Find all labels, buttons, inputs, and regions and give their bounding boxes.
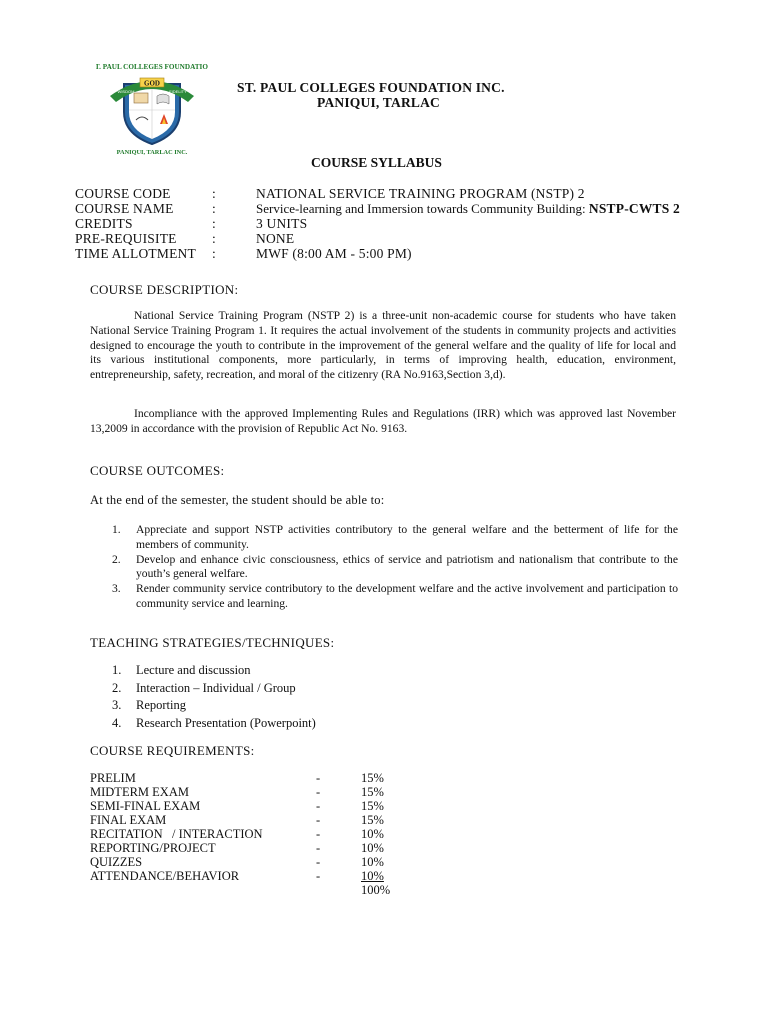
info-value: MWF (8:00 AM - 5:00 PM): [256, 246, 412, 261]
info-value: NATIONAL SERVICE TRAINING PROGRAM (NSTP) 2: [256, 186, 585, 201]
description-paragraph: Incompliance with the approved Implementing Rules and Regulations (IRR) which was approved last November 13,2009 in accordance with the provision of Republic Act No. 9163.: [90, 407, 676, 435]
table-row: ATTENDANCE/BEHAVIOR - 10%: [90, 869, 384, 883]
description-paragraph: National Service Training Program (NSTP 2) is a three-unit non-academic course for students who have taken National Service Training Program 1. It requires the actual involvement of the students in community projects and activities designed to encourage the youth to contribute in the improvement of the general welfare and the quality of life for local and its various institutional components, more particularly, in terms of improving health, education, environment, entrepreneurship, safety, recreation, and moral of the citizenry (RA No.9163,Section 3,d).: [90, 309, 676, 382]
seal-motto-center: GOD: [144, 79, 160, 88]
description-body: [90, 309, 676, 383]
info-label: TIME ALLOTMENT: [75, 246, 196, 261]
requirements-heading: COURSE REQUIREMENTS:: [90, 743, 255, 758]
info-label: COURSE NAME: [75, 201, 174, 216]
list-item: 3. Render community service contributory to the development welfare and the active involvement and participation to community service and learning.: [112, 582, 678, 610]
table-row: RECITATION / INTERACTION - 10%: [90, 827, 384, 841]
outcomes-list: [110, 523, 678, 612]
requirements-total-row: [0, 883, 768, 897]
table-row: FINAL EXAM - 15%: [90, 813, 384, 827]
info-value: Service-learning and Immersion towards Community Building: NSTP-CWTS 2: [256, 201, 680, 216]
table-row: PRELIM - 15%: [90, 771, 384, 785]
info-label: COURSE CODE: [75, 186, 171, 201]
institution-name: ST. PAUL COLLEGES FOUNDATION INC.: [237, 80, 505, 95]
outcomes-intro: At the end of the semester, the student should be able to:: [90, 493, 385, 507]
school-seal-logo: [96, 60, 208, 156]
list-item: 2. Interaction – Individual / Group: [112, 680, 296, 695]
seal-text-bottom: PANIQUI, TARLAC INC.: [116, 149, 188, 156]
info-colon: :: [212, 216, 216, 231]
table-row: SEMI-FINAL EXAM - 15%: [90, 799, 384, 813]
info-value: 3 UNITS: [256, 216, 308, 231]
info-row-course-name: [0, 201, 768, 217]
table-row: QUIZZES - 10%: [90, 855, 384, 869]
info-colon: :: [212, 246, 216, 261]
seal-text-top: ST. PAUL COLLEGES FOUNDATION: [96, 63, 208, 71]
table-row: MIDTERM EXAM - 15%: [90, 785, 384, 799]
info-value: NONE: [256, 231, 295, 246]
doc-title: COURSE SYLLABUS: [311, 155, 442, 170]
description-heading: COURSE DESCRIPTION:: [90, 282, 239, 297]
outcomes-heading: COURSE OUTCOMES:: [90, 463, 225, 478]
info-colon: :: [212, 186, 216, 201]
info-colon: :: [212, 231, 216, 246]
info-colon: :: [212, 201, 216, 216]
seal-motto-left: WISDOM: [117, 89, 135, 94]
table-row: REPORTING/PROJECT - 10%: [90, 841, 384, 855]
list-item: 2. Develop and enhance civic consciousness, ethics of service and patriotism and nationalism that contribute to the youth’s general welfare.: [112, 552, 678, 581]
seal-motto-right: FIDELITY: [169, 89, 187, 94]
description-body-2: [90, 407, 676, 437]
list-item: 4. Research Presentation (Powerpoint): [112, 715, 316, 730]
list-item: 1. Lecture and discussion: [112, 663, 251, 677]
institution-location: PANIQUI, TARLAC: [317, 95, 441, 110]
list-item: 3. Reporting: [112, 698, 186, 712]
strategies-heading: TEACHING STRATEGIES/TECHNIQUES:: [90, 635, 335, 650]
info-label: PRE-REQUISITE: [75, 231, 177, 246]
info-row-time-allotment: [0, 246, 768, 262]
list-item: 1. Appreciate and support NSTP activities contributory to the general welfare and the betterment of life for the members of community.: [112, 523, 678, 551]
info-label: CREDITS: [75, 216, 133, 231]
info-row-prerequisite: [0, 231, 768, 247]
info-row-credits: [0, 216, 768, 232]
info-row-course-code: [0, 186, 768, 202]
requirements-total: 100%: [361, 883, 391, 897]
seal-graphic: [96, 60, 208, 156]
strategies-list: [110, 663, 316, 733]
